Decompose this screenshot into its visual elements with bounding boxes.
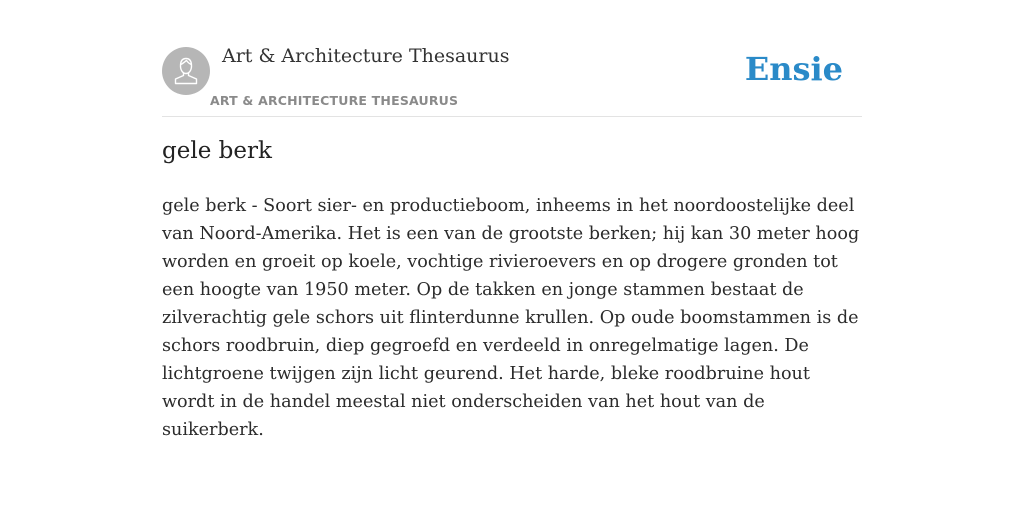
term-title: gele berk xyxy=(162,138,272,164)
avatar[interactable] xyxy=(162,47,210,95)
user-placeholder-icon xyxy=(162,47,210,95)
source-subtitle[interactable]: ART & ARCHITECTURE THESAURUS xyxy=(210,93,459,108)
definition-text: gele berk - Soort sier- en productieboom, inheems in het noordoostelijke deel van Noord-Amerika. Het is een van de grootste berken; hij kan 30 meter hoog worden en groeit op koele, vochtige rivieroevers en op drogere gronden tot een hoogte van 1950 meter. Op de takken en jonge stammen bestaat de zilverachtig gele schors uit flinterdunne krullen. Op oude boomstammen is de schors roodbruin, diep gegroefd en verdeeld in onregelmatige lagen. De lichtgroene twijgen zijn licht geurend. Het harde, bleke roodbruine hout wordt in de handel meestal niet onderscheiden van het hout van de suikerberk. xyxy=(162,196,860,440)
source-header xyxy=(162,0,862,117)
ensie-logo-link[interactable]: Ensie xyxy=(744,50,843,88)
source-title[interactable]: Art & Architecture Thesaurus xyxy=(222,45,510,67)
